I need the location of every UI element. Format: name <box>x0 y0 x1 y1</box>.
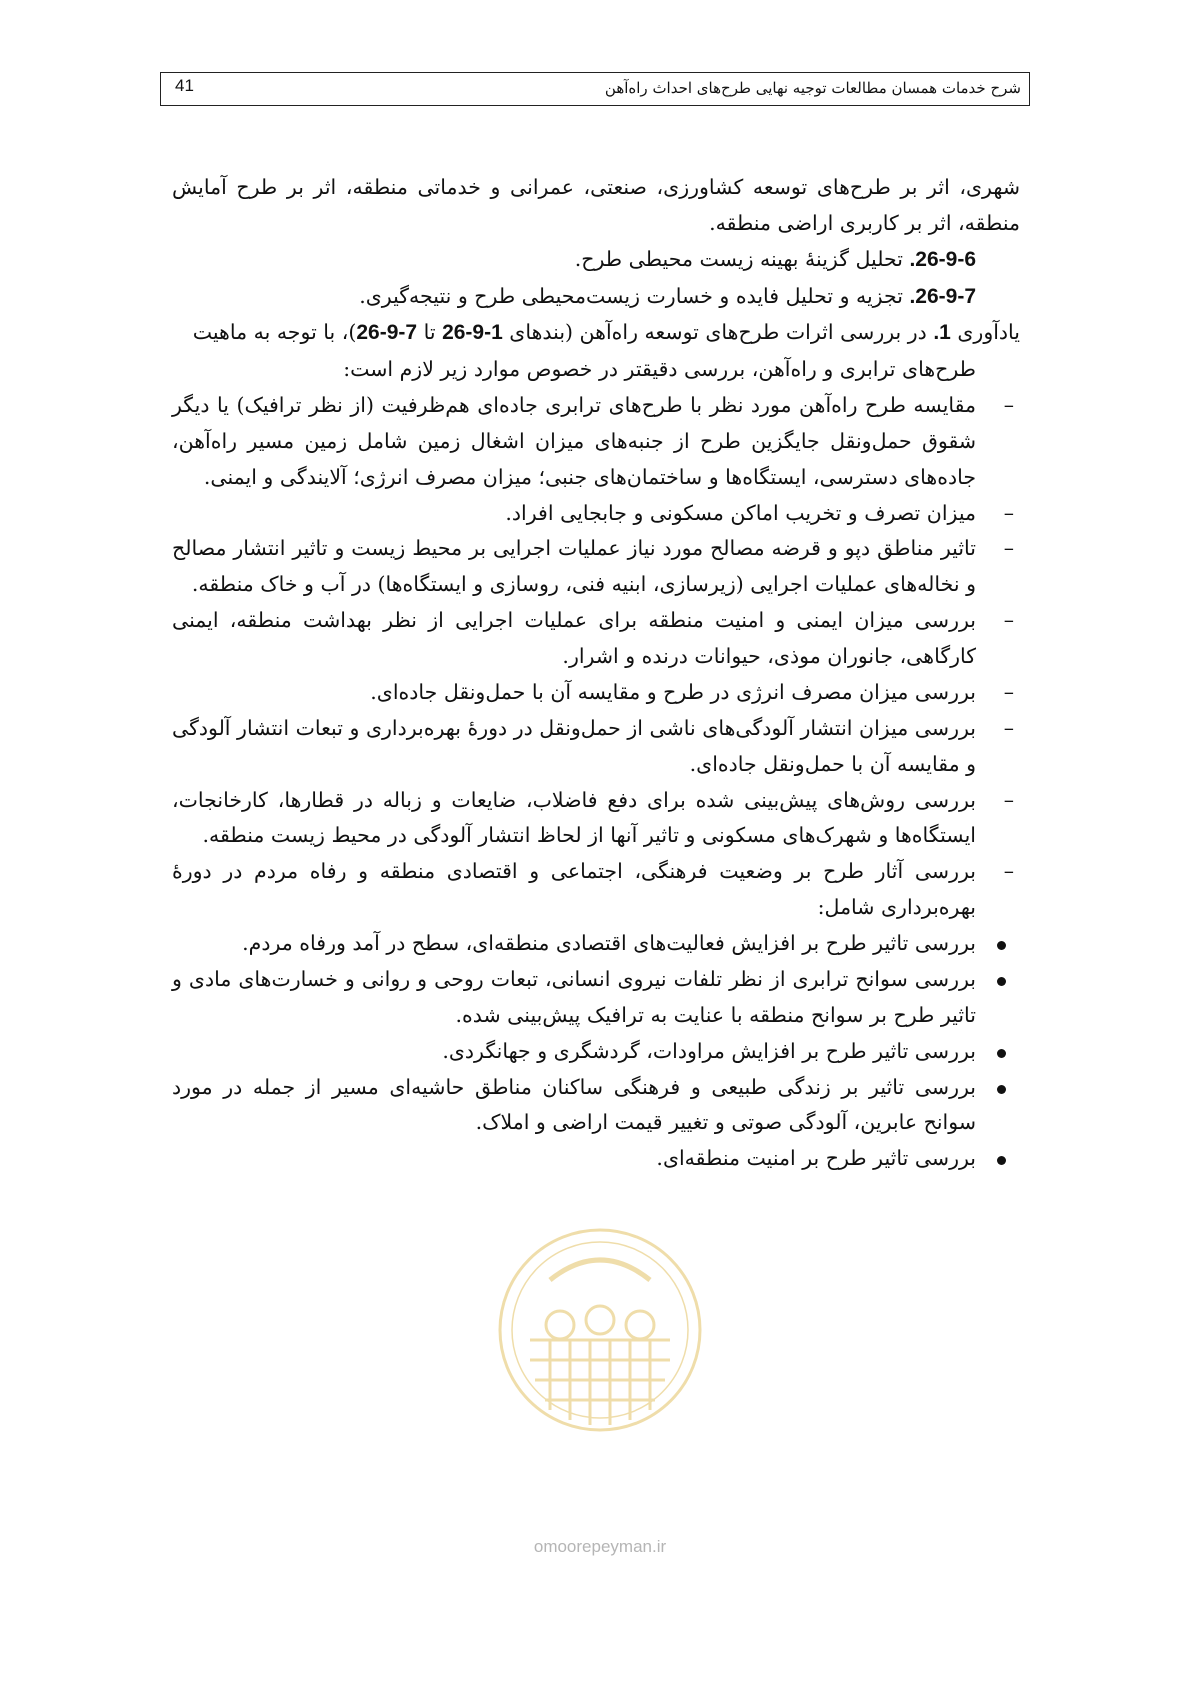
dash-marker: – <box>1003 679 1014 704</box>
list-item-text: بررسی میزان انتشار آلودگی‌های ناشی از حمل‌ونقل در دورهٔ بهره‌برداری و تبعات انتشار آلودگی و مقایسه آن با حمل‌ونقل جاده‌ای. <box>172 715 976 776</box>
list-item <box>172 783 1020 855</box>
section-26-9-6 <box>172 242 1020 279</box>
list-item-text: مقایسه طرح راه‌آهن مورد نظر با طرح‌های ترابری جاده‌ای هم‌ظرفیت (از نظر ترافیک) یا دیگر شقوق حمل‌ونقل جایگزین طرح از جنبه‌های میزان اشغال زمین شامل زمین مسیر راه‌آهن، جاده‌های دسترسی، ایستگاه‌ها و ساختمان‌های جنبی؛ میزان مصرف انرژی؛ آلایندگی و ایمنی. <box>172 392 976 489</box>
note-number: 1. <box>933 321 951 345</box>
list-item-text: بررسی روش‌های پیش‌بینی شده برای دفع فاضلاب، ضایعات و زباله در قطارها، کارخانجات، ایستگاه‌ها و شهرک‌های مسکونی و تاثیر آنها از لحاظ انتشار آلودگی در محیط زیست منطقه. <box>172 787 976 848</box>
section-number: 26-9-7. <box>909 284 976 308</box>
note-continuation: طرح‌های ترابری و راه‌آهن، بررسی دقیقتر در خصوص موارد زیر لازم است: <box>343 357 976 381</box>
bullet-item-text: بررسی تاثیر طرح بر افزایش مراودات، گردشگری و جهانگردی. <box>442 1038 976 1063</box>
bullet-icon <box>997 941 1006 950</box>
list-item-text: بررسی میزان مصرف انرژی در طرح و مقایسه آن با حمل‌ونقل جاده‌ای. <box>370 679 976 704</box>
bullet-item-text: بررسی تاثیر طرح بر امنیت منطقه‌ای. <box>656 1146 976 1171</box>
list-item <box>172 496 1020 532</box>
note-text: )، با توجه به ماهیت <box>192 320 357 345</box>
dash-marker: – <box>1003 536 1014 561</box>
list-item-text: بررسی آثار طرح بر وضعیت فرهنگی، اجتماعی و اقتصادی منطقه و رفاه مردم در دورهٔ بهره‌برداری شامل: <box>172 859 976 920</box>
bullet-icon <box>997 1156 1006 1165</box>
bullet-item <box>172 962 1020 1034</box>
bullet-list <box>172 926 1020 1177</box>
bullet-item-text: بررسی تاثیر طرح بر افزایش فعالیت‌های اقتصادی منطقه‌ای، سطح در آمد ورفاه مردم. <box>242 931 976 955</box>
page-header <box>160 72 1030 106</box>
note-range-end: 26-9-7 <box>356 321 418 345</box>
note-label: یادآوری <box>950 320 1020 345</box>
bullet-item <box>172 1070 1020 1142</box>
section-26-9-7 <box>172 279 1020 316</box>
dash-marker: – <box>1003 500 1014 525</box>
section-text: تجزیه و تحلیل فایده و خسارت زیست‌محیطی طرح و نتیجه‌گیری. <box>359 283 910 308</box>
section-text: تحلیل گزینهٔ بهینه زیست محیطی طرح. <box>574 246 910 271</box>
bullet-item <box>172 1034 1020 1070</box>
dash-marker: – <box>1003 608 1014 633</box>
bullet-icon <box>997 1049 1006 1058</box>
list-item <box>172 531 1020 603</box>
note-text: در بررسی اثرات طرح‌های توسعه راه‌آهن (بندهای <box>502 320 934 345</box>
watermark-seal-icon <box>490 1220 710 1440</box>
list-item <box>172 854 1020 926</box>
list-item-text: تاثیر مناطق دپو و قرضه مصالح مورد نیاز عملیات اجرایی بر محیط زیست و تاثیر انتشار مصالح و نخاله‌های عملیات اجرایی (زیرسازی، ابنیه فنی، روسازی و ایستگاه‌ها) در آب و خاک منطقه. <box>172 536 976 597</box>
bullet-item <box>172 1141 1020 1177</box>
dash-marker: – <box>1003 715 1014 740</box>
note-range-start: 26-9-1 <box>442 321 503 345</box>
list-item <box>172 603 1020 675</box>
dash-marker: – <box>1003 859 1014 884</box>
bullet-item-text: بررسی تاثیر بر زندگی طبیعی و فرهنگی ساکنان مناطق حاشیه‌ای مسیر از جمله در مورد سوانح عابرین، آلودگی صوتی و تغییر قیمت اراضی و املاک. <box>172 1074 976 1135</box>
section-number: 26-9-6. <box>909 247 976 271</box>
document-body <box>172 170 1020 1177</box>
dash-list <box>172 388 1020 926</box>
watermark-site: omoorepeyman.ir <box>533 1537 667 1556</box>
dash-marker: – <box>1003 392 1014 417</box>
note-paragraph <box>172 315 1020 352</box>
list-item-text: بررسی میزان ایمنی و امنیت منطقه برای عملیات اجرایی از نظر بهداشت منطقه، ایمنی کارگاهی، جانوران موذی، حیوانات درنده و اشرار. <box>172 608 976 668</box>
paragraph-continuation: شهری، اثر بر طرح‌های توسعه کشاورزی، صنعتی، عمرانی و خدماتی منطقه، اثر بر طرح آمایش منطقه، اثر بر کاربری اراضی منطقه. <box>172 175 1020 235</box>
list-item-text: میزان تصرف و تخریب اماکن مسکونی و جابجایی افراد. <box>505 500 976 525</box>
dash-marker: – <box>1003 787 1014 812</box>
list-item <box>172 711 1020 783</box>
page-number: 41 <box>175 76 194 95</box>
list-item <box>172 388 1020 496</box>
bullet-icon <box>997 977 1006 986</box>
note-text: تا <box>417 320 443 345</box>
bullet-item <box>172 926 1020 962</box>
bullet-icon <box>997 1085 1006 1094</box>
list-item <box>172 675 1020 711</box>
bullet-item-text: بررسی سوانح ترابری از نظر تلفات نیروی انسانی، تبعات روحی و روانی و خسارت‌های مادی و تاثیر طرح بر سوانح منطقه با عنایت به ترافیک پیش‌بینی شده. <box>172 966 976 1027</box>
running-title: شرح خدمات همسان مطالعات توجیه نهایی طرح‌های احداث راه‌آهن <box>604 79 1021 97</box>
